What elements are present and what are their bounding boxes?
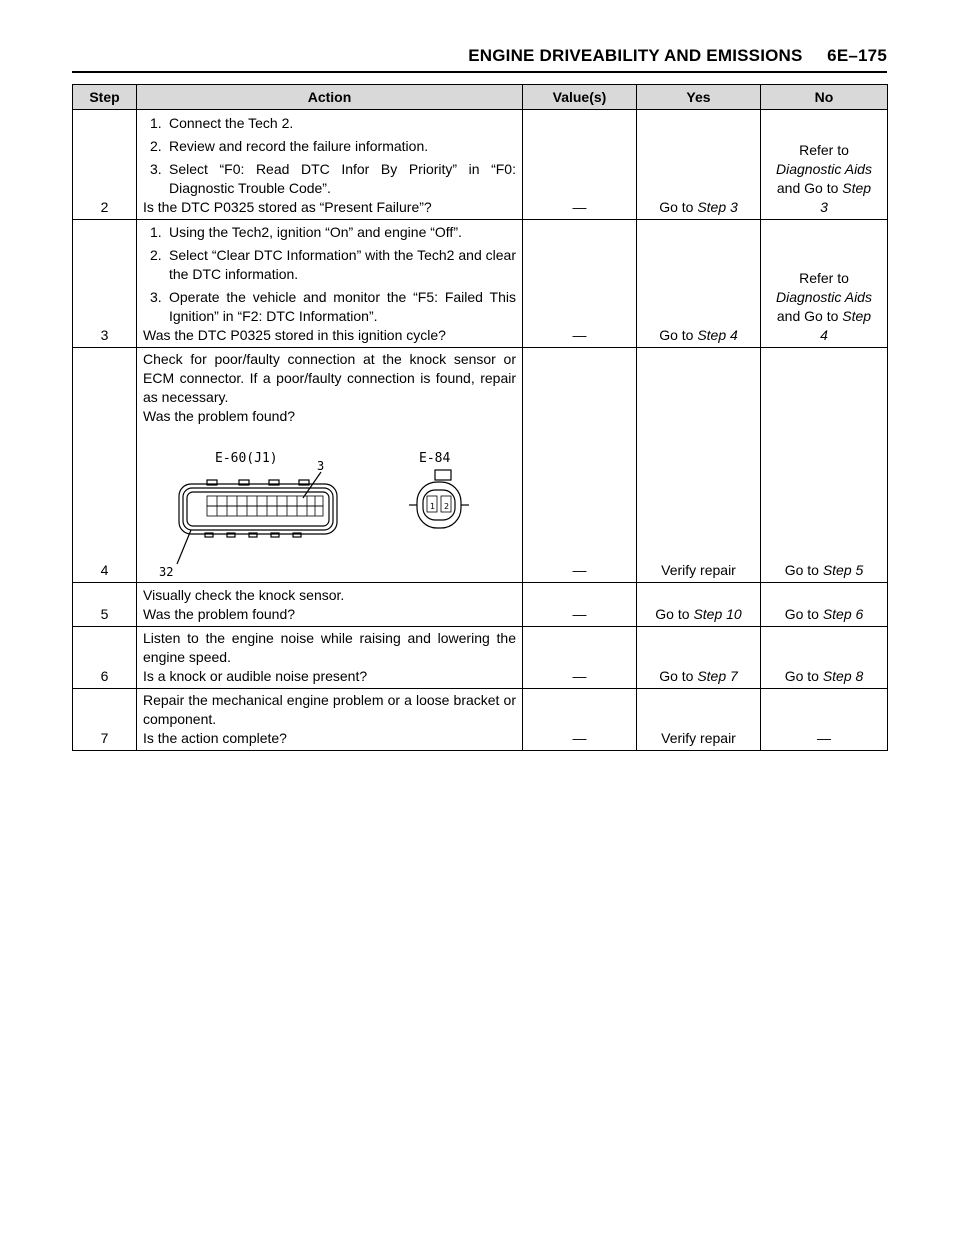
- yes-cell: Go to Step 10: [637, 583, 761, 627]
- action-text: Listen to the engine noise while raising and lowering the engine speed.: [143, 630, 516, 665]
- value-cell: —: [523, 220, 637, 348]
- action-text: Check for poor/faulty connection at the knock sensor or ECM connector. If a poor/faulty connection is found, repair as necessary.: [143, 351, 516, 405]
- list-item: 3. Operate the vehicle and monitor the “F5: Failed This Ignition” in “F2: DTC Information”.: [150, 289, 516, 324]
- question-text: Was the problem found?: [143, 408, 296, 424]
- action-text: Visually check the knock sensor.: [143, 587, 345, 603]
- action-steps: [143, 223, 516, 326]
- page-header: [72, 44, 887, 70]
- pin-label-2: 2: [444, 502, 450, 511]
- question-text: Is the action complete?: [143, 730, 287, 746]
- list-item: 1. Using the Tech2, ignition “On” and engine “Off”.: [150, 224, 462, 240]
- col-header-action: Action: [137, 85, 523, 110]
- action-text: Repair the mechanical engine problem or a loose bracket or component.: [143, 692, 516, 727]
- action-cell: [137, 220, 523, 348]
- step-number: 3: [73, 220, 137, 348]
- sensor-connector-label: E-84: [419, 451, 451, 466]
- step-link[interactable]: Step 5: [822, 562, 864, 578]
- value-cell: —: [523, 110, 637, 220]
- table-row: [73, 220, 888, 348]
- value-cell: —: [523, 627, 637, 689]
- col-header-no: No: [761, 85, 888, 110]
- action-cell: [137, 627, 523, 689]
- question-text: Was the DTC P0325 stored in this ignition cycle?: [143, 327, 446, 343]
- step-link[interactable]: Step 4: [697, 327, 738, 343]
- pin-label-1: 1: [430, 502, 436, 511]
- diagnostic-aids-link[interactable]: Diagnostic Aids: [776, 289, 872, 305]
- value-cell: —: [523, 583, 637, 627]
- step-link[interactable]: Step: [842, 180, 872, 196]
- col-header-values: Value(s): [523, 85, 637, 110]
- step-link[interactable]: Step 7: [697, 668, 738, 684]
- no-cell: Go to Step 5: [761, 348, 888, 583]
- table-header-row: [73, 85, 888, 110]
- yes-cell: Go to Step 7: [637, 627, 761, 689]
- col-header-step: Step: [73, 85, 137, 110]
- page-title: ENGINE DRIVEABILITY AND EMISSIONS 6E–175: [468, 46, 887, 65]
- no-cell: Refer to Diagnostic Aids and Go to Step 4: [761, 220, 888, 348]
- connector-illustration: [143, 430, 517, 580]
- no-cell: Go to Step 6: [761, 583, 888, 627]
- yes-cell: Verify repair: [637, 348, 761, 583]
- list-item: 2. Select “Clear DTC Information” with the Tech2 and clear the DTC information.: [150, 247, 516, 282]
- action-cell: [137, 689, 523, 751]
- question-text: Was the problem found?: [143, 606, 296, 622]
- question-text: Is a knock or audible noise present?: [143, 668, 368, 684]
- question-text: Is the DTC P0325 stored as “Present Failure”?: [143, 199, 432, 215]
- step-number: 6: [73, 627, 137, 689]
- list-item: 1. Connect the Tech 2.: [150, 115, 294, 131]
- step-number: 4: [73, 348, 137, 583]
- col-header-yes: Yes: [637, 85, 761, 110]
- action-steps: [143, 114, 516, 198]
- table-row: [73, 583, 888, 627]
- yes-cell: Verify repair: [637, 689, 761, 751]
- step-link[interactable]: Step 10: [693, 606, 742, 622]
- no-cell: Go to Step 8: [761, 627, 888, 689]
- action-cell: [137, 583, 523, 627]
- step-link[interactable]: Step 6: [822, 606, 864, 622]
- yes-cell: Go to Step 3: [637, 110, 761, 220]
- header-rule: [72, 71, 887, 73]
- value-cell: —: [523, 348, 637, 583]
- step-number: 5: [73, 583, 137, 627]
- pin-label-top: 3: [317, 459, 325, 473]
- table-row: [73, 627, 888, 689]
- diagnostic-aids-link[interactable]: Diagnostic Aids: [776, 161, 872, 177]
- table-row: [73, 348, 888, 583]
- step-link[interactable]: Step: [842, 308, 872, 324]
- table-row: [73, 689, 888, 751]
- ecm-connector-label: E-60(J1): [215, 451, 278, 466]
- action-cell: [137, 348, 523, 583]
- action-cell: [137, 110, 523, 220]
- connector-diagram: [143, 430, 516, 580]
- diagnostic-table: [72, 84, 888, 751]
- step-number: 2: [73, 110, 137, 220]
- pin-label-bottom: 32: [159, 565, 174, 579]
- step-link[interactable]: Step 3: [697, 199, 738, 215]
- value-cell: —: [523, 689, 637, 751]
- step-number: 7: [73, 689, 137, 751]
- list-item: 3. Select “F0: Read DTC Infor By Priority” in “F0: Diagnostic Trouble Code”.: [150, 161, 516, 196]
- no-cell: —: [761, 689, 888, 751]
- no-cell: Refer to Diagnostic Aids and Go to Step 3: [761, 110, 888, 220]
- step-link[interactable]: Step 8: [822, 668, 864, 684]
- table-row: [73, 110, 888, 220]
- list-item: 2. Review and record the failure information.: [150, 138, 429, 154]
- yes-cell: Go to Step 4: [637, 220, 761, 348]
